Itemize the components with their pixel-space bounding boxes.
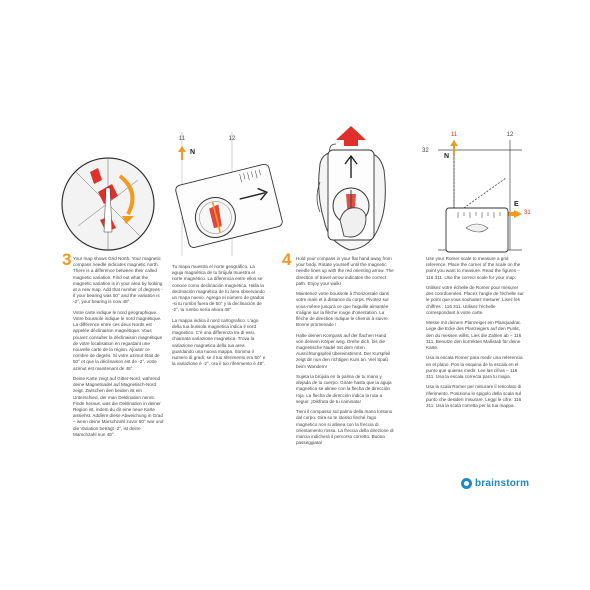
compass-map-illustration	[64, 132, 288, 256]
north-label: N	[444, 153, 450, 160]
paragraph-en: Your map shows Grid North. Your magnetic compass needle indicates magnetic north. There is a difference between their called magnetic variation. Find out what the magnetic variation is in your area by looking at a new map. Add that number of degrees - if your bearing was 50° and the variation is -2°, your bearing is now 48°.	[73, 256, 163, 305]
paragraph-es: Usa la escala Romer para medir una referencia en el plano. Pon la esquina de la escala en el punto que quieras medir. Lee las cifras – 116 311. Usa la escala correcta para tu mapa.	[426, 355, 523, 380]
text-column-4	[426, 256, 526, 413]
grid-label-left: 11	[450, 132, 458, 138]
paragraph-fr: Votre carte indique le nord géographique. Votre boussole indique le nord magnétique. La différence entre ces deux Nords est appelée déclinaison magnétique. Vous pouvez consulter la déclinaison magnétique de votre localisation en regardant une nouvelle carte de la région. Ajouter ce nombre de degrés. Si votre azimut était de 50° et que la déclinaison est de -2°, votre azimut est maintenant de 48°.	[73, 309, 163, 371]
grid-label-row-left: 32	[422, 148, 429, 154]
hand-compass-illustration	[314, 124, 388, 260]
paragraph-fr: Maintenez votre boussole à l'horizontale dans votre main et à distance du corps. Pivotez sur vous-même jusqu'à ce que l'aiguille aimantée s'aligne sur la flèche rouge d'orientation. La flèche de direction indique le chemin à suivre. Bonne promenade !	[296, 291, 390, 328]
paragraph-fr: Utilisez votre échelle de Romer pour mesurer des coordonnées. Placez l'angle de l'échelle sur le point que vous souhaitez mesurer. Lisez les chiffres : 116 311. Utilisez l'échelle correspondant à votre carte.	[426, 285, 524, 315]
paragraph-es: Sujeta la brújula en la palma de tu mano y alejada de tu cuerpo. Girate hasta que la aguja magnética se alinee con la flecha de dirección roja. La flecha de dirección indica la ruta a seguir. ¡Disfruta de tu caminata!	[296, 374, 392, 404]
paragraph-en: Hold your compass in your flat hand away from your body. Rotate yourself until the magnetic needle lines up with the red orienting arrow. The direction of travel arrow indicates the correct path. Enjoy your walk!	[296, 256, 394, 286]
paragraph-es: Tu mapa muestra el norte geográfico. La aguja magnética de tu brújula muestra el norte magnético. La diferencia entre ellos se conoce como declinación magnética. Halla la declinación magnética de tu área observando un mapa nuevo. Agrega el número de grados -si tu rumbo fuera de 50° y la declinación de -2°, tu rumbo sería ahora 48°.	[172, 264, 265, 313]
brainstorm-logo	[461, 478, 529, 489]
compass-baseplate-icon	[175, 163, 284, 248]
grid-label-right: 12	[506, 132, 514, 138]
grid-label-right: 12	[228, 136, 236, 142]
north-up-arrow-icon	[450, 140, 458, 154]
paragraph-it: La mappa indica il nord cartografico. L'ago della tua bussola magnetica indica il nord magnetico. C'è una differenza tra di essi, chiamata variazione magnetica. Trova la variazione magnetica della tua area guardando una nuova mappa. Somma il numero di gradi; se il tuo riferimento era 50° e la variazione è -2°, ora il tuo riferimento è 48°.	[172, 317, 266, 367]
paragraph-de: Messe mit deinem Planzeiger ein Planquadrat. Lege die Ecke des Planzeigers auf den Punkt, den du messen willst. Lies die Zahlen ab – 116 311. Benutze den korrekten Maßstab für deine Karte.	[426, 320, 522, 351]
paragraph-en: Use your Romer scale to measure a grid reference. Place the corner of the scale on the point you want to measure. Read the figures – 116 311. Use the correct scale for your map.	[426, 256, 521, 280]
text-column-1	[73, 256, 165, 442]
text-column-3	[296, 256, 394, 451]
grid-label-row-right: 31	[524, 210, 531, 216]
direction-up-arrow-icon	[336, 126, 366, 146]
step-number-3: 3	[62, 250, 72, 269]
paragraph-it: Usa la scala Romer per misurare il reticolato di riferimento. Posiziona lo spigolo della scala sul punto che desideri misurare. Leggi le cifre: 116 311. Usa la scala corretta per la tua mappa.	[426, 384, 522, 409]
compass-baseplate-icon	[446, 208, 508, 252]
brainstorm-logo-icon	[461, 478, 472, 489]
step-number-4: 4	[282, 250, 292, 269]
east-label: E	[514, 201, 519, 208]
paragraph-de: Halte deinen Kompass auf der flachen Hand von deinem Körper weg. Drehe dich, bis die magnetische Nadel mit dem roten Ausrichtungspfeil übereinstimmt. Der Kurspfeil zeigt dir nun den richtigen Kurs an. Viel Spaß beim Wandern!	[296, 332, 391, 369]
brainstorm-logo-text: brainstorm	[475, 478, 530, 489]
paragraph-de: Deine Karte zeigt auf Gitter-Nord, während deine Magnetnadel auf Magnetisch-Nord zeigt. Zwischen den beiden ist ein Unterschied, der man Deklination nennt. Finde heraus, was die Deklination in deiner Region ist, indem du dir eine neue Karte ansiehst. Addiere diese Abweichung in Grad – wenn deine Marschzahl zuvor 50° war und die Variation beträgt -2°, ist deine Marschzahl nun 48°.	[73, 376, 164, 437]
text-column-2	[172, 264, 266, 372]
north-label: N	[190, 149, 196, 156]
grid-north-arrow-icon	[178, 146, 186, 160]
grid-label-left: 11	[178, 136, 186, 142]
compass-magnified-icon	[62, 158, 154, 250]
romer-scale-illustration	[418, 124, 530, 256]
paragraph-it: Tieni il compasso sul palmo della mano lontano dal corpo. Gira su te stesso finché l'ago magnetico non si allinea con la freccia di orientamento rossa. La freccia della direzione di marcia indicherà il percorso corretto. Buona passeggiata!	[296, 409, 394, 446]
